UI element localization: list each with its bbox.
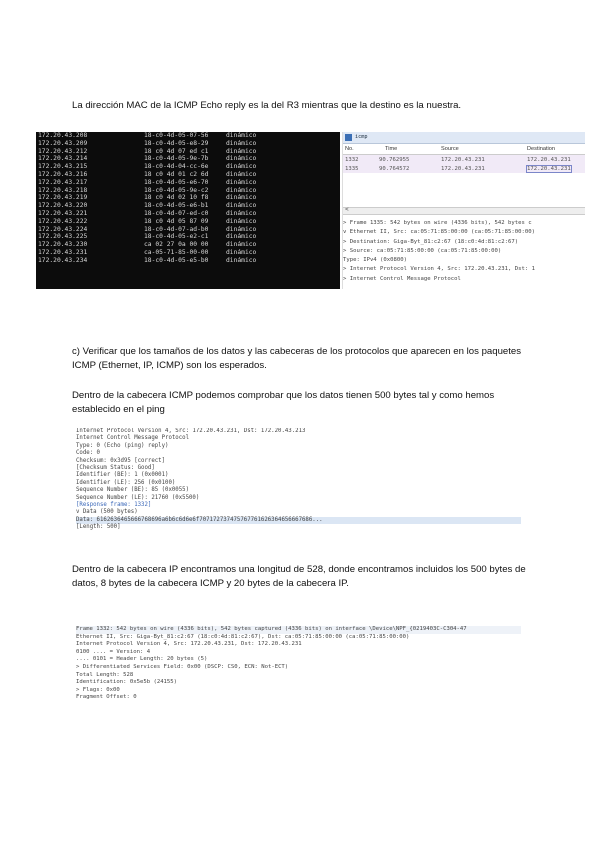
arp-mac: 18 c0 4d 01 c2 6d [144, 170, 209, 178]
arp-type: dinámico [226, 233, 257, 241]
arp-row [36, 226, 340, 234]
packet-time: 90.762955 [379, 157, 410, 163]
arp-ip: 172.20.43.215 [38, 163, 88, 171]
arp-row [36, 241, 340, 249]
arp-ip: 172.20.43.217 [38, 178, 88, 186]
paragraph-section-c: c) Verificar que los tamaños de los datos y las cabeceras de los protocolos que aparecen en los paquetes ICMP (Ethernet, IP, ICMP) son los esperados. [72, 346, 522, 371]
packet-no: 1335 [345, 166, 359, 172]
detail-line[interactable]: Identification: 0x5e5b (24155) [76, 679, 178, 686]
arp-ip: 172.20.43.212 [38, 147, 88, 155]
detail-line[interactable]: Fragment Offset: 0 [76, 694, 137, 701]
detail-line[interactable]: v Data (500 bytes) [76, 509, 138, 516]
arp-type: dinámico [226, 139, 257, 147]
detail-line[interactable]: [Length: 500] [76, 524, 121, 531]
arp-ip: 172.20.43.219 [38, 194, 88, 202]
wireshark-capture-screenshot [342, 132, 585, 289]
detail-line[interactable]: Frame 1332: 542 bytes on wire (4336 bits), 542 bytes captured (4336 bits) on interface \Device\NPF_{0219403C-C304-47 [76, 626, 521, 634]
arp-type: dinámico [226, 241, 257, 249]
detail-line[interactable]: > Frame 1335: 542 bytes on wire (4336 bits), 542 bytes c [343, 220, 532, 226]
arp-ip: 172.20.43.231 [38, 248, 88, 256]
packet-time: 90.764572 [379, 166, 410, 172]
detail-line[interactable]: Checksum: 0x3d95 [correct] [76, 457, 166, 464]
arp-mac: 18-c0-4d-05-07-56 [144, 132, 209, 139]
detail-line[interactable]: Code: 0 [76, 450, 100, 457]
arp-row [36, 179, 340, 187]
arp-row [36, 155, 340, 163]
arp-mac: 18-c0-4d-05-e6-b1 [144, 202, 209, 210]
column-source[interactable]: Source [441, 146, 459, 152]
detail-line[interactable]: > Flags: 0x00 [76, 686, 120, 693]
detail-line[interactable]: > Internet Control Message Protocol [343, 275, 461, 282]
detail-line[interactable]: > Internet Protocol Version 4, Src: 172.20.43.231, Dst: 1 [343, 266, 535, 273]
arp-mac: ca 02 27 0a 00 00 [144, 241, 209, 249]
arp-type: dinámico [226, 186, 257, 194]
detail-line[interactable]: [Checksum Status: Good] [76, 464, 155, 471]
detail-line[interactable]: Internet Protocol Version 4, Src: 172.20.43.231, Dst: 172.20.43.231 [76, 641, 302, 648]
detail-line[interactable]: > Differentiated Services Field: 0x00 (DSCP: CS0, ECN: Not-ECT) [76, 663, 289, 670]
arp-type: dinámico [226, 256, 257, 264]
arp-type: dinámico [226, 217, 257, 225]
packet-destination: 172.20.43.231 [527, 157, 571, 163]
arp-ip: 172.20.43.230 [38, 241, 88, 249]
arp-mac: 18-c0-4d-05-9e-7b [144, 155, 209, 163]
detail-line[interactable]: Sequence Number (BE): 85 (0x0055) [76, 487, 189, 494]
arp-type: dinámico [226, 194, 257, 202]
arp-mac: 18-c0-4d-07-ad-b0 [144, 225, 209, 233]
arp-ip: 172.20.43.209 [38, 139, 88, 147]
arp-mac: 18-c0-4d-04-cc-6e [144, 163, 209, 171]
arp-row [36, 187, 340, 195]
arp-mac: 18-c0-4d-07-ed-c0 [144, 209, 209, 217]
arp-type: dinámico [226, 202, 257, 210]
detail-line[interactable]: > Source: ca:05:71:85:00:00 (ca:05:71:85:00:00) [343, 247, 502, 254]
arp-ip: 172.20.43.224 [38, 225, 88, 233]
arp-type: dinámico [226, 170, 257, 178]
arp-ip: 172.20.43.208 [38, 132, 88, 139]
packet-no: 1332 [345, 157, 359, 163]
detail-line-selected[interactable]: Data: 6162636465666768696a6b6c6d6e6f707172737475767761626364656667686... [76, 517, 521, 524]
detail-line[interactable]: v Ethernet II, Src: ca:05:71:85:00:00 (ca:05:71:85:00:00) [343, 229, 535, 236]
detail-line[interactable]: Type: 0 (Echo (ping) reply) [76, 442, 169, 449]
detail-line[interactable]: 0100 .... = Version: 4 [76, 648, 151, 655]
detail-line[interactable]: Ethernet II, Src: Giga-Byt_81:c2:67 (18:c0:4d:81:c2:67), Dst: ca:05:71:85:00:00 (ca:05:71:85:00:00) [76, 633, 410, 640]
ip-detail-screenshot [76, 626, 521, 716]
arp-row [36, 202, 340, 210]
arp-ip: 172.20.43.225 [38, 233, 88, 241]
arp-ip: 172.20.43.218 [38, 186, 88, 194]
arp-type: dinámico [226, 132, 257, 139]
column-no[interactable]: No. [345, 146, 354, 152]
arp-type: dinámico [226, 155, 257, 163]
column-destination[interactable]: Destination [527, 146, 555, 152]
filter-text: icmp [355, 134, 368, 140]
arp-ip: 172.20.43.220 [38, 202, 88, 210]
arp-ip: 172.20.43.234 [38, 256, 88, 264]
arp-mac: 18-c0-4d-05-e5-b0 [144, 256, 209, 264]
arp-mac: 18-c0-4d-05-e6-70 [144, 178, 209, 186]
detail-line[interactable]: Identifier (BE): 1 (0x0001) [76, 472, 169, 479]
arp-row [36, 257, 340, 265]
packet-source: 172.20.43.231 [441, 157, 485, 163]
detail-line[interactable]: Sequence Number (LE): 21760 (0x5500) [76, 494, 200, 501]
arp-row [36, 233, 340, 241]
arp-row [36, 249, 340, 257]
column-time[interactable]: Time [385, 146, 398, 152]
packet-details-pane [343, 220, 585, 285]
arp-row [36, 163, 340, 171]
detail-line[interactable]: Identifier (LE): 256 (0x0100) [76, 479, 176, 486]
arp-type: dinámico [226, 147, 257, 155]
arp-type: dinámico [226, 225, 257, 233]
packet-row[interactable] [343, 164, 585, 173]
arp-ip: 172.20.43.222 [38, 217, 88, 225]
detail-line[interactable]: > Destination: Giga-Byt_81:c2:67 (18:c0:4d:81:c2:67) [343, 238, 519, 245]
arp-table-screenshot [36, 132, 340, 289]
arp-row [36, 148, 340, 156]
icmp-detail-screenshot [76, 428, 521, 556]
horizontal-scrollbar[interactable] [343, 207, 585, 215]
arp-type: dinámico [226, 209, 257, 217]
arp-mac: 18-c0-4d-05-e8-29 [144, 139, 209, 147]
display-filter-bar[interactable] [343, 132, 585, 144]
arp-type: dinámico [226, 163, 257, 171]
detail-line[interactable]: Internet Control Message Protocol [76, 435, 189, 442]
arp-row [36, 171, 340, 179]
packet-list-header [343, 144, 585, 155]
arp-mac: ca-05-71-85-00-00 [144, 248, 209, 256]
arp-ip: 172.20.43.216 [38, 170, 88, 178]
filter-icon [345, 134, 352, 141]
detail-line[interactable]: .... 0101 = Header Length: 20 bytes (5) [76, 656, 208, 663]
arp-mac: 18-c0-4d-05-e2-c1 [144, 233, 209, 241]
packet-row[interactable] [343, 155, 585, 164]
response-frame-link[interactable]: [Response frame: 1332] [76, 501, 152, 508]
arp-mac: 18-c0-4d-05-9e-c2 [144, 186, 209, 194]
arp-row [36, 132, 340, 140]
packet-source: 172.20.43.231 [441, 166, 485, 172]
arp-row [36, 194, 340, 202]
detail-line[interactable]: Total Length: 528 [76, 671, 134, 678]
paragraph-ip-length: Dentro de la cabecera IP encontramos una longitud de 528, donde encontramos incluidos los 500 bytes de datos, 8 bytes de la cabecera ICMP y 20 bytes de la cabecera IP. [72, 564, 526, 589]
packet-destination: 172.20.43.231 [527, 166, 571, 172]
arp-row [36, 218, 340, 226]
arp-ip: 172.20.43.221 [38, 209, 88, 217]
paragraph-mac-explanation: La dirección MAC de la ICMP Echo reply es la del R3 mientras que la destino es la nuestra. [72, 100, 462, 111]
paragraph-icmp-data: Dentro de la cabecera ICMP podemos comprobar que los datos tienen 500 bytes tal y como hemos establecido en el ping [72, 390, 495, 415]
arp-type: dinámico [226, 178, 257, 186]
detail-line[interactable]: Type: IPv4 (0x0800) [343, 257, 407, 264]
arp-type: dinámico [226, 248, 257, 256]
scroll-left-arrow[interactable]: < [345, 206, 349, 213]
arp-mac: 18 c0 4d 07 ed c1 [144, 147, 209, 155]
arp-mac: 18 c0 4d 02 10 f8 [144, 194, 209, 202]
arp-ip: 172.20.43.214 [38, 155, 88, 163]
arp-row [36, 140, 340, 148]
arp-row [36, 210, 340, 218]
detail-line[interactable]: Internet Protocol Version 4, Src: 172.20.43.231, Dst: 172.20.43.213 [76, 428, 306, 434]
arp-mac: 18 c0 4d 05 87 09 [144, 217, 209, 225]
